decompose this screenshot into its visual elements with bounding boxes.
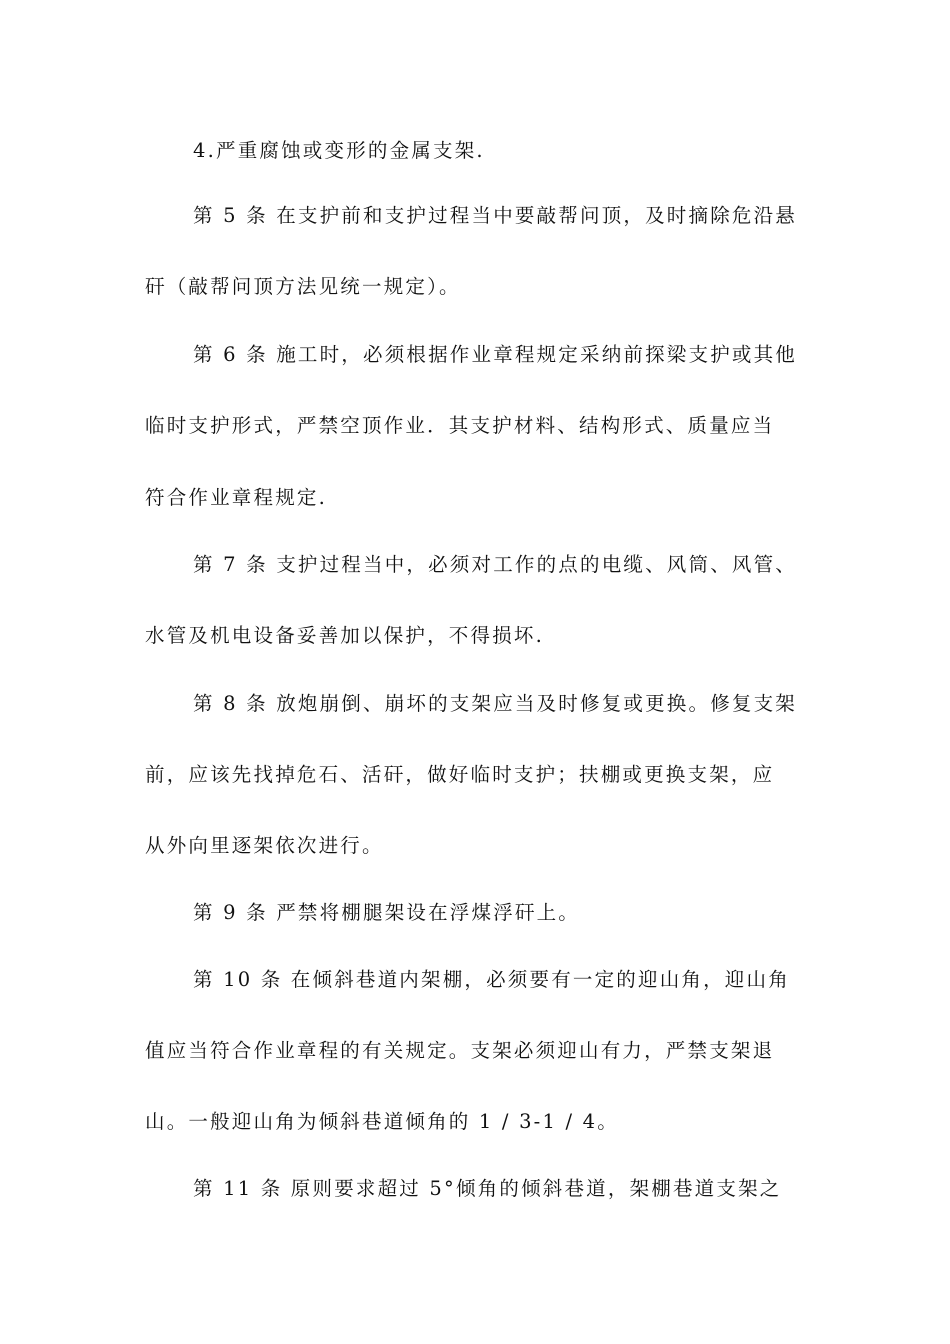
text-line: 矸（敲帮问顶方法见统一规定）。	[145, 275, 461, 298]
text-line: 4.严重腐蚀或变形的金属支架.	[193, 139, 485, 162]
text-line: 值应当符合作业章程的有关规定。支架必须迎山有力，严禁支架退	[145, 1039, 775, 1062]
text-line: 第 8 条 放炮崩倒、崩坏的支架应当及时修复或更换。修复支架	[193, 692, 798, 715]
text-line: 第 5 条 在支护前和支护过程当中要敲帮问顶，及时摘除危沿悬	[193, 204, 798, 227]
text-line: 第 7 条 支护过程当中，必须对工作的点的电缆、风筒、风管、	[193, 553, 798, 576]
text-line: 第 10 条 在倾斜巷道内架棚，必须要有一定的迎山角，迎山角	[193, 968, 790, 991]
text-line: 第 6 条 施工时，必须根据作业章程规定采纳前探梁支护或其他	[193, 343, 798, 366]
text-line: 第 9 条 严禁将棚腿架设在浮煤浮矸上。	[193, 901, 581, 924]
text-line: 临时支护形式，严禁空顶作业．其支护材料、结构形式、质量应当	[145, 414, 775, 437]
text-line: 符合作业章程规定.	[145, 486, 327, 509]
text-line: 前，应该先找掉危石、活矸，做好临时支护；扶棚或更换支架，应	[145, 763, 775, 786]
text-line: 从外向里逐架依次进行。	[145, 834, 384, 857]
text-line: 水管及机电设备妥善加以保护，不得损坏.	[145, 624, 544, 647]
text-line: 山。一般迎山角为倾斜巷道倾角的 1 / 3-1 / 4。	[145, 1110, 619, 1133]
text-line: 第 11 条 原则要求超过 5°倾角的倾斜巷道，架棚巷道支架之	[193, 1177, 782, 1200]
